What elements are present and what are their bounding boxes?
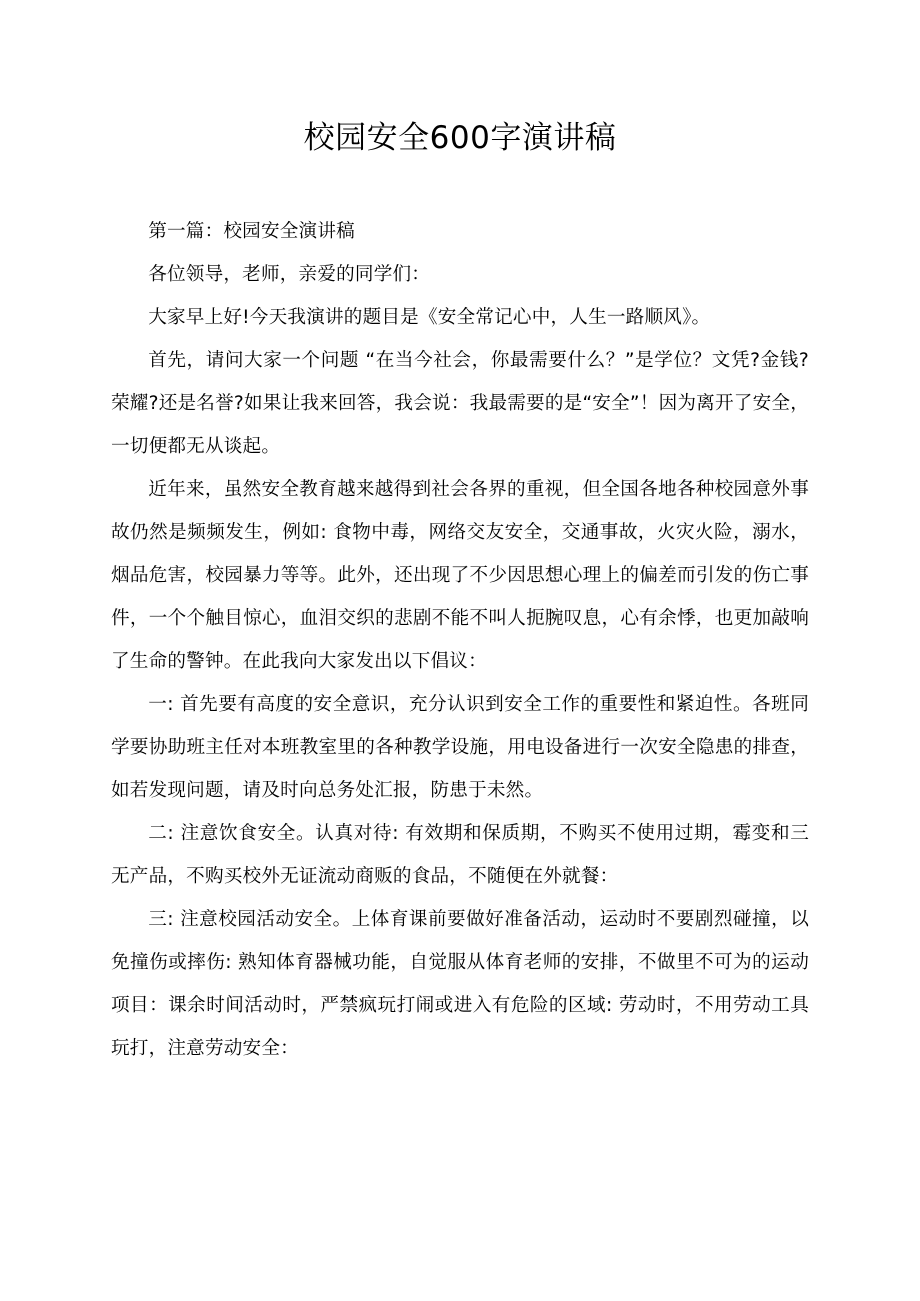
question-paragraph: 首先，请问大家一个问题 “在当今社会，你最需要什么？”是学位？文凭?金钱?荣耀?还是名誉?如果让我来回答，我会说：我最需要的是“安全”！因为离开了安全，一切便都无从谈起。 (111, 350, 809, 457)
document-body (111, 210, 809, 1070)
page-title: 校园安全600字演讲稿 (303, 120, 617, 156)
background-paragraph: 近年来，虽然安全教育越来越得到社会各界的重视，但全国各地各种校园意外事故仍然是频频发生，例如: 食物中毒，网络交友安全，交通事故，火灾火险，溺水，烟品危害，校园暴力等等。此外，还出现了不少因思想心理上的偏差而引发的伤亡事件，一个个触目惊心，血泪交织的悲剧不能不叫人扼腕叹息，心有余悸，也更加敲响了生命的警钟。在此我向大家发出以下倡议： (111, 479, 809, 672)
proposal-three-paragraph: 三: 注意校园活动安全。上体育课前要做好准备活动，运动时不要剧烈碰撞，以免撞伤或摔伤: 熟知体育器械功能，自觉服从体育老师的安排，不做里不可为的运动项目：课余时间活动时，严禁疯玩打闹或进入有危险的区域: 劳动时，不用劳动工具玩打，注意劳动安全： (111, 909, 809, 1059)
salutation-paragraph: 各位领导，老师，亲爱的同学们： (148, 264, 431, 285)
proposal-two-paragraph: 二: 注意饮食安全。认真对待: 有效期和保质期，不购买不使用过期，霉变和三无产品，不购买校外无证流动商贩的食品，不随便在外就餐： (111, 823, 809, 887)
section-heading: 第一篇：校园安全演讲稿 (148, 221, 355, 242)
greeting-paragraph: 大家早上好!今天我演讲的题目是《安全常记心中，人生一路顺风》。 (148, 307, 711, 328)
proposal-one-paragraph: 一: 首先要有高度的安全意识，充分认识到安全工作的重要性和紧迫性。各班同学要协助班主任对本班教室里的各种教学设施，用电设备进行一次安全隐患的排查，如若发现问题，请及时向总务处汇报，防患于未然。 (111, 694, 809, 801)
